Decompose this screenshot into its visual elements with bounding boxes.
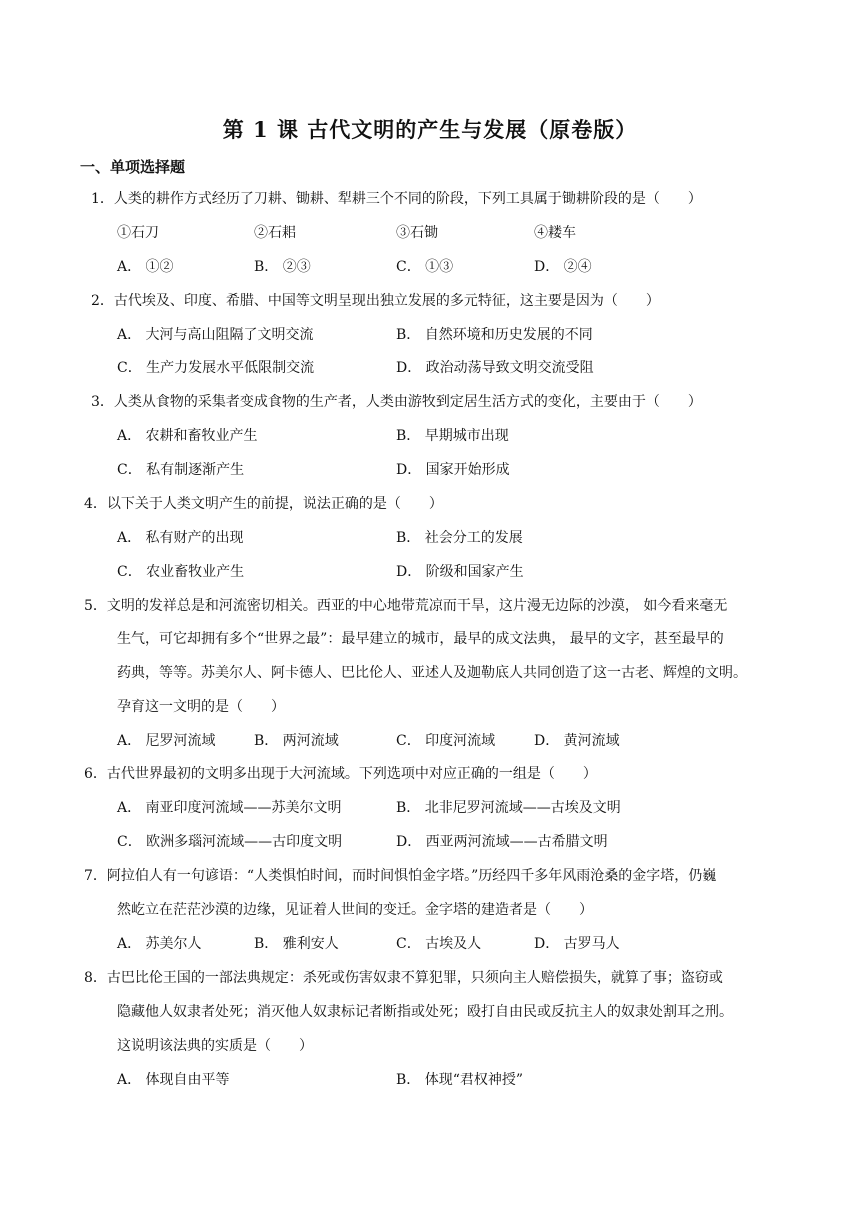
option-b[interactable]: B． 自然环境和历史发展的不同 (396, 327, 593, 343)
question-6-stem (84, 765, 597, 783)
option-d[interactable]: D． 阶级和国家产生 (396, 564, 524, 580)
question-3-stem (91, 393, 702, 411)
question-7-options (117, 935, 817, 953)
question-text-line: 隐藏他人奴隶者处死；消灭他人奴隶标记者断指或处死；殴打自由民或反抗主人的奴隶处割耳之刑。 (117, 1004, 733, 1020)
question-text: 阿拉伯人有一句谚语：“人类惧怕时间，而时间惧怕金字塔。”历经四千多年风雨沧桑的金字塔，仍巍 (106, 868, 717, 884)
question-4-stem (84, 495, 443, 513)
question-text-line: 孕育这一文明的是（ ） (117, 699, 285, 715)
option-d[interactable]: D． 西亚两河流域——古希腊文明 (396, 834, 608, 850)
question-8-options (117, 1071, 817, 1089)
question-2-stem (91, 292, 660, 310)
item-label: ②石耜 (254, 225, 296, 241)
option-b[interactable]: B． 社会分工的发展 (396, 530, 523, 546)
section-heading: 一、单项选择题 (80, 158, 186, 176)
option-b[interactable]: B． 两河流域 (254, 733, 339, 749)
question-number: 6． (84, 766, 107, 782)
question-5-options (117, 732, 817, 750)
option-d[interactable]: D． 国家开始形成 (396, 462, 510, 478)
option-c[interactable]: C． 生产力发展水平低限制交流 (117, 360, 315, 376)
question-1-stem (91, 190, 702, 208)
question-7-stem (84, 867, 716, 885)
question-2-options-row1 (117, 326, 817, 344)
option-d[interactable]: D． 黄河流域 (534, 733, 620, 749)
option-a[interactable]: A． 南亚印度河流域——苏美尔文明 (117, 800, 342, 816)
question-number: 3． (91, 394, 114, 410)
question-text: 古巴比伦王国的一部法典规定：杀死或伤害奴隶不算犯罪，只须向主人赔偿损失，就算了事；盗窃或 (106, 970, 723, 986)
question-number: 2． (91, 293, 114, 309)
option-a[interactable]: A． ①② (117, 259, 174, 275)
item-label: ①石刀 (117, 225, 159, 241)
question-text: 古代世界最初的文明多出现于大河流域。下列选项中对应正确的一组是（ ） (106, 766, 597, 782)
question-1-items (117, 224, 817, 242)
option-c[interactable]: C． 农业畜牧业产生 (117, 564, 245, 580)
question-2-options-row2 (117, 359, 817, 377)
question-text-line: 生气，可它却拥有多个“世界之最”：最早建立的城市，最早的成文法典， 最早的文字，甚至最早的 (117, 631, 724, 647)
option-c[interactable]: C． 私有制逐渐产生 (117, 462, 245, 478)
question-text: 人类从食物的采集者变成食物的生产者，人类由游牧到定居生活方式的变化，主要由于（ ） (113, 394, 702, 410)
option-c[interactable]: C． 古埃及人 (396, 936, 482, 952)
question-text: 文明的发祥总是和河流密切相关。西亚的中心地带荒凉而干旱，这片漫无边际的沙漠， 如今看来毫无 (106, 598, 728, 614)
question-5-stem (84, 597, 727, 615)
option-a[interactable]: A． 尼罗河流域 (117, 733, 216, 749)
option-b[interactable]: B． 北非尼罗河流域——古埃及文明 (396, 800, 621, 816)
question-3-options-row1 (117, 427, 817, 445)
item-label: ④耧车 (534, 225, 576, 241)
question-number: 7． (84, 868, 107, 884)
option-a[interactable]: A． 私有财产的出现 (117, 530, 244, 546)
question-3-options-row2 (117, 461, 817, 479)
question-text: 古代埃及、印度、希腊、中国等文明呈现出独立发展的多元特征，这主要是因为（ ） (113, 293, 660, 309)
option-b[interactable]: B． 雅利安人 (254, 936, 339, 952)
question-6-options-row2 (117, 833, 817, 851)
option-c[interactable]: C． 印度河流域 (396, 733, 496, 749)
option-b[interactable]: B． ②③ (254, 259, 311, 275)
question-number: 8． (84, 970, 107, 986)
option-a[interactable]: A． 农耕和畜牧业产生 (117, 428, 258, 444)
option-d[interactable]: D． ②④ (534, 259, 592, 275)
option-b[interactable]: B． 早期城市出现 (396, 428, 509, 444)
option-d[interactable]: D． 政治动荡导致文明交流受阻 (396, 360, 594, 376)
option-c[interactable]: C． 欧洲多瑙河流域——古印度文明 (117, 834, 343, 850)
item-label: ③石锄 (396, 225, 438, 241)
question-text: 以下关于人类文明产生的前提，说法正确的是（ ） (106, 496, 443, 512)
document-title: 第 1 课 古代文明的产生与发展（原卷版） (222, 117, 638, 142)
question-4-options-row1 (117, 529, 817, 547)
question-text-line: 然屹立在茫茫沙漠的边缘，见证着人世间的变迁。金字塔的建造者是（ ） (117, 902, 593, 918)
question-text-line: 药典，等等。苏美尔人、阿卡德人、巴比伦人、亚述人及迦勒底人共同创造了这一古老、辉煌的文明。 (117, 665, 747, 681)
question-number: 1． (91, 191, 114, 207)
question-text-line: 这说明该法典的实质是（ ） (117, 1038, 313, 1054)
option-a[interactable]: A． 大河与高山阻隔了文明交流 (117, 327, 314, 343)
option-c[interactable]: C． ①③ (396, 259, 454, 275)
option-b[interactable]: B． 体现“君权神授” (396, 1072, 524, 1088)
question-4-options-row2 (117, 563, 817, 581)
question-number: 5． (84, 598, 107, 614)
question-8-stem (84, 969, 723, 987)
question-6-options-row1 (117, 799, 817, 817)
question-number: 4． (84, 496, 107, 512)
option-d[interactable]: D． 古罗马人 (534, 936, 620, 952)
question-1-options (117, 258, 817, 276)
option-a[interactable]: A． 体现自由平等 (117, 1072, 230, 1088)
option-a[interactable]: A． 苏美尔人 (117, 936, 202, 952)
question-text: 人类的耕作方式经历了刀耕、锄耕、犁耕三个不同的阶段，下列工具属于锄耕阶段的是（ ） (113, 191, 702, 207)
